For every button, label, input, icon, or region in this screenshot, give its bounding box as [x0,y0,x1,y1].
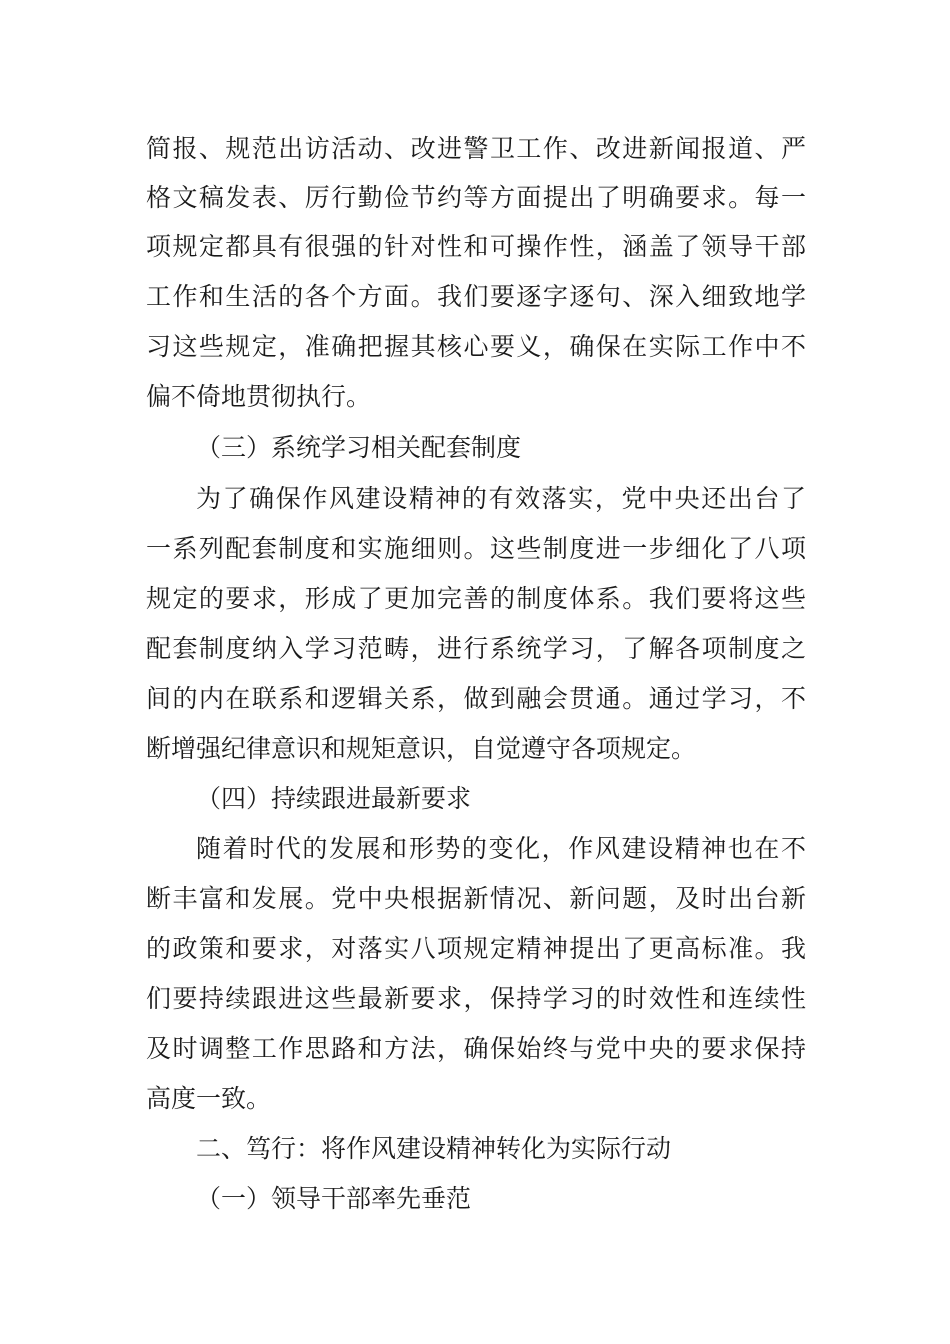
section-heading: （一）领导干部率先垂范 [196,1184,472,1213]
body-text-line: 断丰富和发展。党中央根据新情况、新问题，及时出台新 [146,884,806,913]
body-text-line: 项规定都具有很强的针对性和可操作性，涵盖了领导干部 [146,232,806,261]
body-text-line: 配套制度纳入学习范畴，进行系统学习，了解各项制度之 [146,634,806,663]
body-text-line: 格文稿发表、厉行勤俭节约等方面提出了明确要求。每一 [146,183,806,212]
body-text-line: 为了确保作风建设精神的有效落实，党中央还出台了 [196,484,806,513]
section-heading: （四）持续跟进最新要求 [196,784,472,813]
body-text-line: 习这些规定，准确把握其核心要义，确保在实际工作中不 [146,332,806,361]
body-text-line: 工作和生活的各个方面。我们要逐字逐句、深入细致地学 [146,282,806,311]
body-text-line: 规定的要求，形成了更加完善的制度体系。我们要将这些 [146,584,806,613]
body-text-line: 们要持续跟进这些最新要求，保持学习的时效性和连续性 [146,984,806,1013]
body-text-line: 及时调整工作思路和方法，确保始终与党中央的要求保持 [146,1034,806,1063]
body-text-line: 随着时代的发展和形势的变化，作风建设精神也在不 [196,834,806,863]
body-text-line: 间的内在联系和逻辑关系，做到融会贯通。通过学习，不 [146,684,806,713]
body-text-line: 断增强纪律意识和规矩意识，自觉遵守各项规定。 [146,734,697,763]
body-text-line: 简报、规范出访活动、改进警卫工作、改进新闻报道、严 [146,134,806,163]
body-text-line: 一系列配套制度和实施细则。这些制度进一步细化了八项 [146,534,806,563]
section-heading: （三）系统学习相关配套制度 [196,433,522,462]
body-text-line: 的政策和要求，对落实八项规定精神提出了更高标准。我 [146,934,806,963]
chapter-heading: 二、笃行：将作风建设精神转化为实际行动 [196,1134,672,1163]
body-text-line: 高度一致。 [146,1084,272,1113]
body-text-line: 偏不倚地贯彻执行。 [146,382,372,411]
